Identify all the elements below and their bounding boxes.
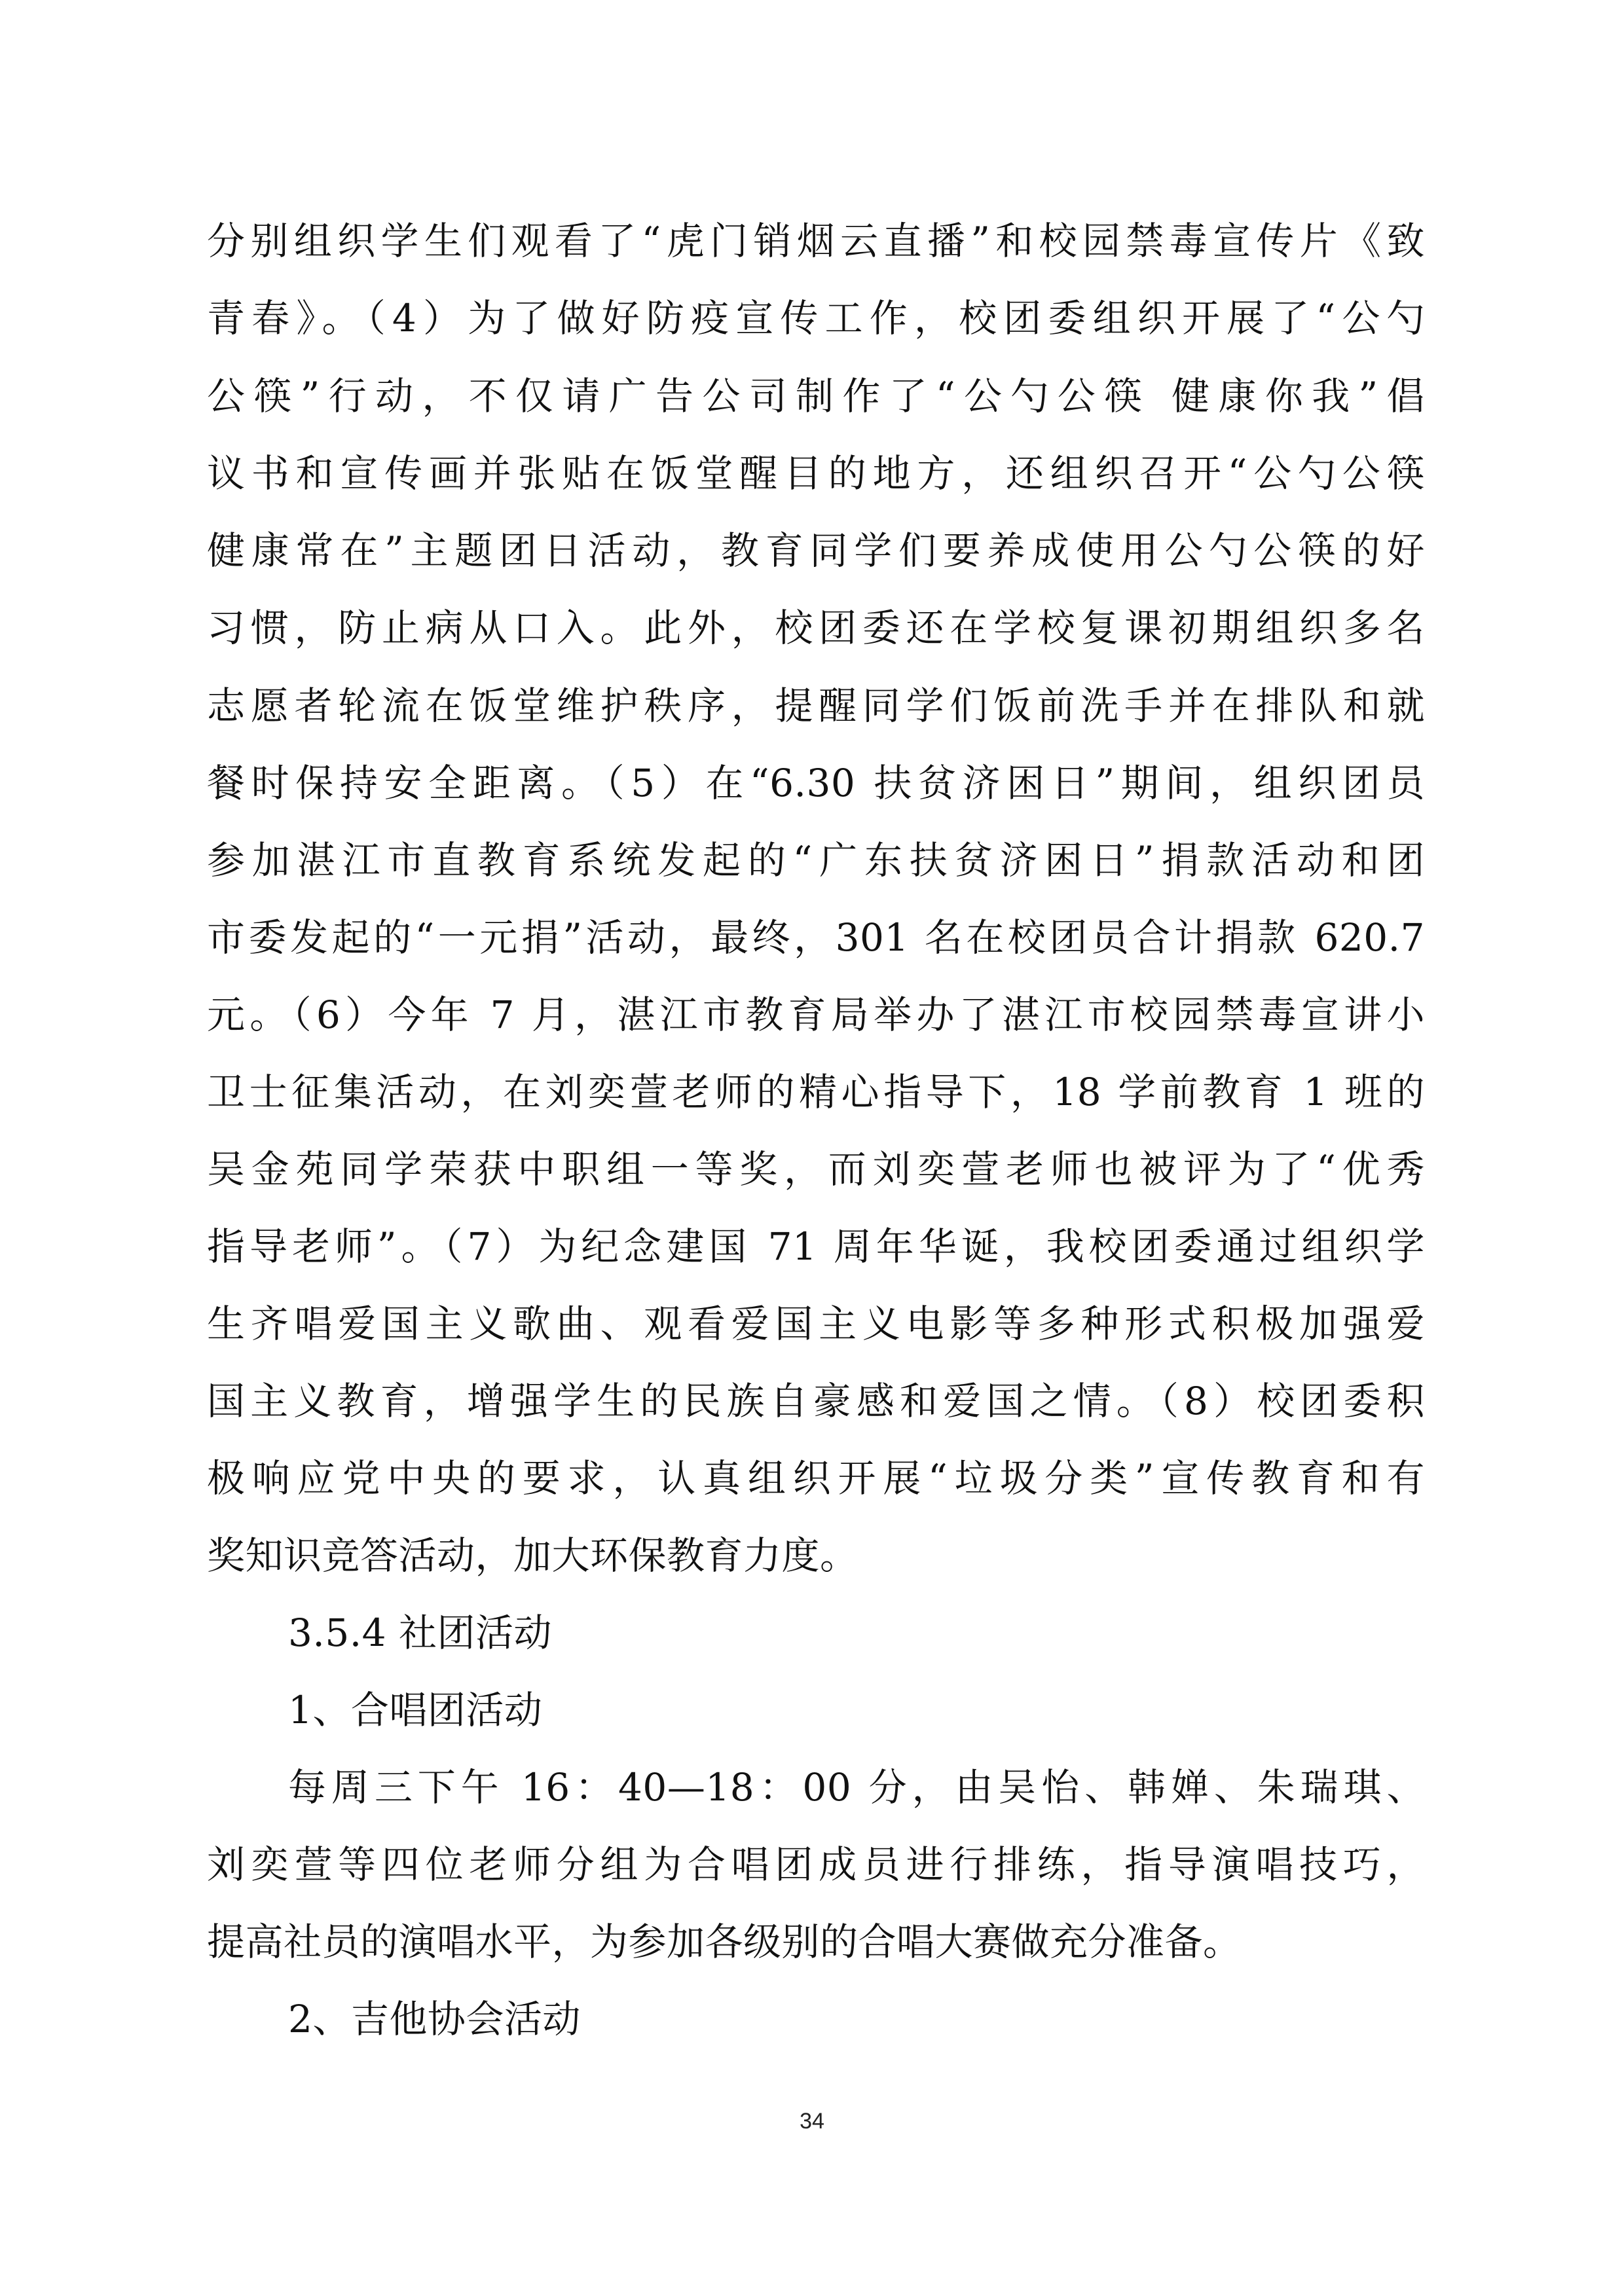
body-text-line: 元。（6）今年 7 月，湛江市教育局举办了湛江市校园禁毒宣讲小	[207, 993, 1425, 1037]
body-text-line: 吴金苑同学荣获中职组一等奖，而刘奕萱老师也被评为了“优秀	[207, 1147, 1425, 1192]
subsection-heading: 1、合唱团活动	[288, 1688, 543, 1732]
body-text-line: 参加湛江市直教育系统发起的“广东扶贫济困日”捐款活动和团	[207, 838, 1425, 883]
body-text-line: 生齐唱爱国主义歌曲、观看爱国主义电影等多种形式积极加强爱	[207, 1302, 1425, 1346]
body-text-line: 餐时保持安全距离。（5）在“6.30 扶贫济困日”期间，组织团员	[207, 761, 1425, 805]
subsection-heading: 2、吉他协会活动	[288, 1997, 581, 2041]
body-text-line: 议书和宣传画并张贴在饭堂醒目的地方，还组织召开“公勺公筷	[207, 451, 1425, 496]
body-text-line: 国主义教育，增强学生的民族自豪感和爱国之情。（8）校团委积	[207, 1379, 1425, 1423]
section-heading: 3.5.4 社团活动	[288, 1611, 553, 1655]
body-text-line: 刘奕萱等四位老师分组为合唱团成员进行排练，指导演唱技巧，	[207, 1842, 1425, 1887]
body-text-line: 习惯，防止病从口入。此外，校团委还在学校复课初期组织多名	[207, 606, 1425, 650]
body-text-line: 公筷”行动，不仅请广告公司制作了“公勺公筷 健康你我”倡	[207, 374, 1425, 418]
body-text-line: 市委发起的“一元捐”活动，最终，301 名在校团员合计捐款 620.7	[207, 915, 1425, 960]
body-text-line: 志愿者轮流在饭堂维护秩序，提醒同学们饭前洗手并在排队和就	[207, 683, 1425, 728]
body-text-line: 每周三下午 16：40—18：00 分，由吴怡、韩婵、朱瑞琪、	[288, 1765, 1425, 1810]
body-text-line: 青春》。（4）为了做好防疫宣传工作，校团委组织开展了“公勺	[207, 296, 1425, 340]
body-text-line: 健康常在”主题团日活动，教育同学们要养成使用公勺公筷的好	[207, 528, 1425, 573]
body-text-line: 卫士征集活动，在刘奕萱老师的精心指导下，18 学前教育 1 班的	[207, 1070, 1425, 1114]
page-number: 34	[800, 2109, 824, 2134]
body-text-line: 分别组织学生们观看了“虎门销烟云直播”和校园禁毒宣传片《致	[207, 219, 1425, 263]
body-text-line: 提高社员的演唱水平，为参加各级别的合唱大赛做充分准备。	[207, 1920, 1242, 1964]
body-text-line: 极响应党中央的要求，认真组织开展“垃圾分类”宣传教育和有	[207, 1456, 1425, 1501]
body-text-line: 指导老师”。（7）为纪念建国 71 周年华诞，我校团委通过组织学	[207, 1224, 1425, 1269]
body-text-line: 奖知识竞答活动，加大环保教育力度。	[207, 1533, 858, 1578]
